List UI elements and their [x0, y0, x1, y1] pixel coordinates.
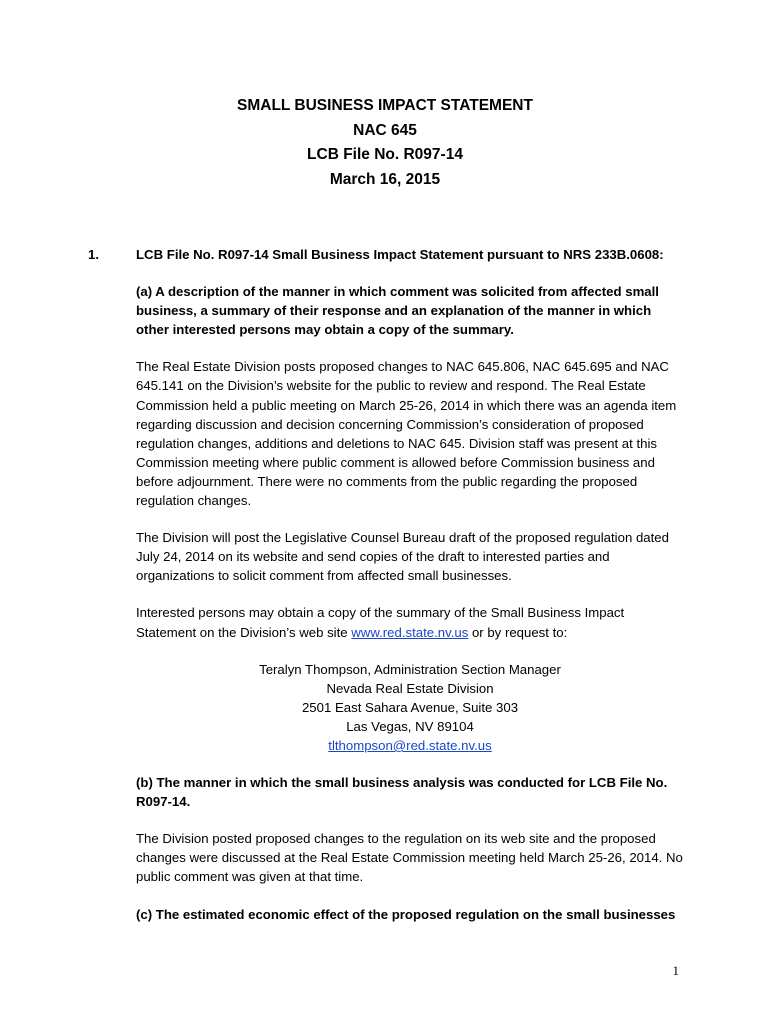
contact-email-link[interactable]: tlthompson@red.state.nv.us [328, 737, 492, 753]
contact-city: Las Vegas, NV 89104 [346, 718, 474, 734]
part-a-paragraph-1: The Real Estate Division posts proposed changes to NAC 645.806, NAC 645.695 and NAC 645.141 on the Division’s website for the public to review and respond. The Real Estate Commission held a public meeting on March 25-26, 2014 in which there was an agenda item regarding discussion and decision concerning Commission’s consideration of proposed regulation changes, additions and deletions to NAC 645. Division staff was present at this Commission meeting where public comment is allowed before Commission business and before adjournment. There were no comments from the public regarding the proposed regulation changes. [136, 359, 677, 509]
part-b-paragraph: The Division posted proposed changes to the regulation on its web site and the proposed changes were discussed at the Real Estate Commission meeting held March 25-26, 2014. No public comment was given at that time. [136, 831, 683, 885]
part-a-heading: (a) A description of the manner in which comment was solicited from affected small business, a summary of their response and an explanation of the manner in which other interested persons may obtain a copy of the summary. [136, 284, 659, 338]
page-number: 1 [672, 963, 679, 978]
division-website-link[interactable]: www.red.state.nv.us [351, 624, 469, 640]
section-content [136, 245, 684, 942]
part-a-paragraph-3 [136, 603, 684, 641]
part-c-heading: (c) The estimated economic effect of the proposed regulation on the small businesses [136, 906, 676, 922]
part-a-paragraph-3-tail: or by request to: [468, 624, 568, 640]
document-title [0, 94, 770, 192]
title-line-3: LCB File No. R097-14 [307, 146, 463, 163]
contact-address [136, 660, 684, 755]
title-line-2: NAC 645 [353, 121, 417, 139]
contact-name: Teralyn Thompson, Administration Section Manager [259, 661, 561, 677]
section-number: 1. [88, 247, 99, 262]
contact-organization: Nevada Real Estate Division [326, 680, 494, 696]
title-line-4: March 16, 2015 [329, 170, 441, 188]
part-a-paragraph-2: The Division will post the Legislative Counsel Bureau draft of the proposed regulation dated July 24, 2014 on its website and send copies of the draft to interested parties and organizations to solicit comment from affected small businesses. [136, 530, 669, 584]
part-b-heading: (b) The manner in which the small business analysis was conducted for LCB File No. R097-14. [136, 775, 668, 810]
contact-street: 2501 East Sahara Avenue, Suite 303 [301, 699, 519, 715]
section-heading: LCB File No. R097-14 Small Business Impact Statement pursuant to NRS 233B.0608: [136, 247, 664, 262]
part-a-paragraph-3-text: Interested persons may obtain a copy of the summary of the Small Business Impact Statement on the Division’s web site [136, 605, 625, 640]
title-line-1: SMALL BUSINESS IMPACT STATEMENT [237, 97, 533, 114]
